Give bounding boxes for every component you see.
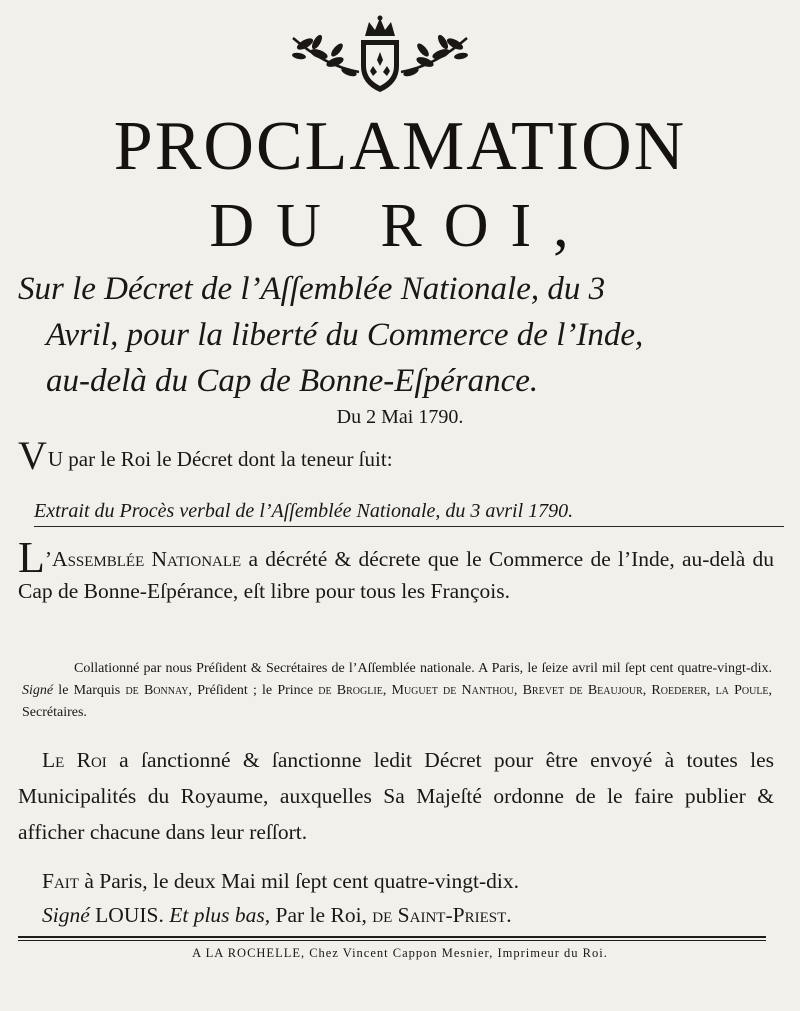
subtitle [18,266,788,404]
decree-paragraph [18,533,774,607]
sanction-lead: Le Roi [42,748,107,772]
fait-line [42,864,762,898]
signe-label: Signé [42,903,90,927]
collation-note [22,658,772,724]
collation-signe: Signé [22,683,54,698]
collation-text-1: Collationné par nous Préſident & Secrétaires de l’Aſſemblée nationale. A Paris, le ſeize avril mil ſept cent quatre-vingt-dix. [74,661,772,676]
par-le-roi: Par le Roi, [270,903,373,927]
subtitle-line-3: au-delà du Cap de Bonne-Eſpérance. [46,363,539,399]
footer-divider-thin [18,940,766,941]
collation-text-4: , [382,683,392,698]
signature-saint-priest: de Saint-Priest. [372,903,512,927]
printer-imprint: A LA ROCHELLE, Chez Vincent Cappon Mesnier, Imprimeur du Roi. [192,946,608,960]
decree-text: a décrété & décrete que le Commerce de l’Inde, au-delà du Cap de Bonne-Eſpérance, eſt libre pour tous les François. [18,547,774,603]
preamble [18,433,788,479]
et-plus-bas: Et plus bas, [163,903,271,927]
collation-secretaries: Muguet de Nanthou, Brevet de Beaujour, Roederer, la Poule [391,683,769,698]
sanction-paragraph [18,742,774,850]
subtitle-line-2: Avril, pour la liberté du Commerce de l’Inde, [46,317,644,353]
collation-text-2: le Marquis [53,683,126,698]
sanction-text: a ſanctionné & ſanctionne ledit Décret pour être envoyé à toutes les Municipalités du Royaume, auxquelles Sa Majeſté ordonne de le faire publier & afficher chacune dans leur reſſort. [18,748,775,844]
proclamation-date: Du 2 Mai 1790. [336,406,464,428]
dropcap-v: V [18,433,47,478]
signature-louis: LOUIS. [89,903,164,927]
preamble-text: U par le Roi le Décret dont la teneur ſuit: [47,447,393,471]
dropcap-l: L [18,533,45,582]
title-du-roi: DU ROI, [209,192,591,260]
collation-broglie: de Broglie [318,683,383,698]
fait-lead: Fait [42,869,79,893]
extract-heading: Extrait du Procès verbal de l’Aſſemblée Nationale, du 3 avril 1790. [34,496,784,527]
collation-text-5: , Secrétaires. [22,683,773,720]
royal-crest-icon [285,14,475,96]
subtitle-line-1: Sur le Décret de l’Aſſemblée Nationale, du 3 [18,271,606,307]
decree-lead: ’Assemblée Nationale [44,547,242,571]
title-proclamation: PROCLAMATION [113,108,687,185]
signature-block [42,864,762,932]
collation-text-3: , Préſident ; le Prince [188,683,319,698]
collation-bonnay: de Bonnay [125,683,189,698]
signe-line [42,898,762,932]
fait-text: à Paris, le deux Mai mil ſept cent quatre-vingt-dix. [78,869,519,893]
footer-divider [18,936,766,938]
